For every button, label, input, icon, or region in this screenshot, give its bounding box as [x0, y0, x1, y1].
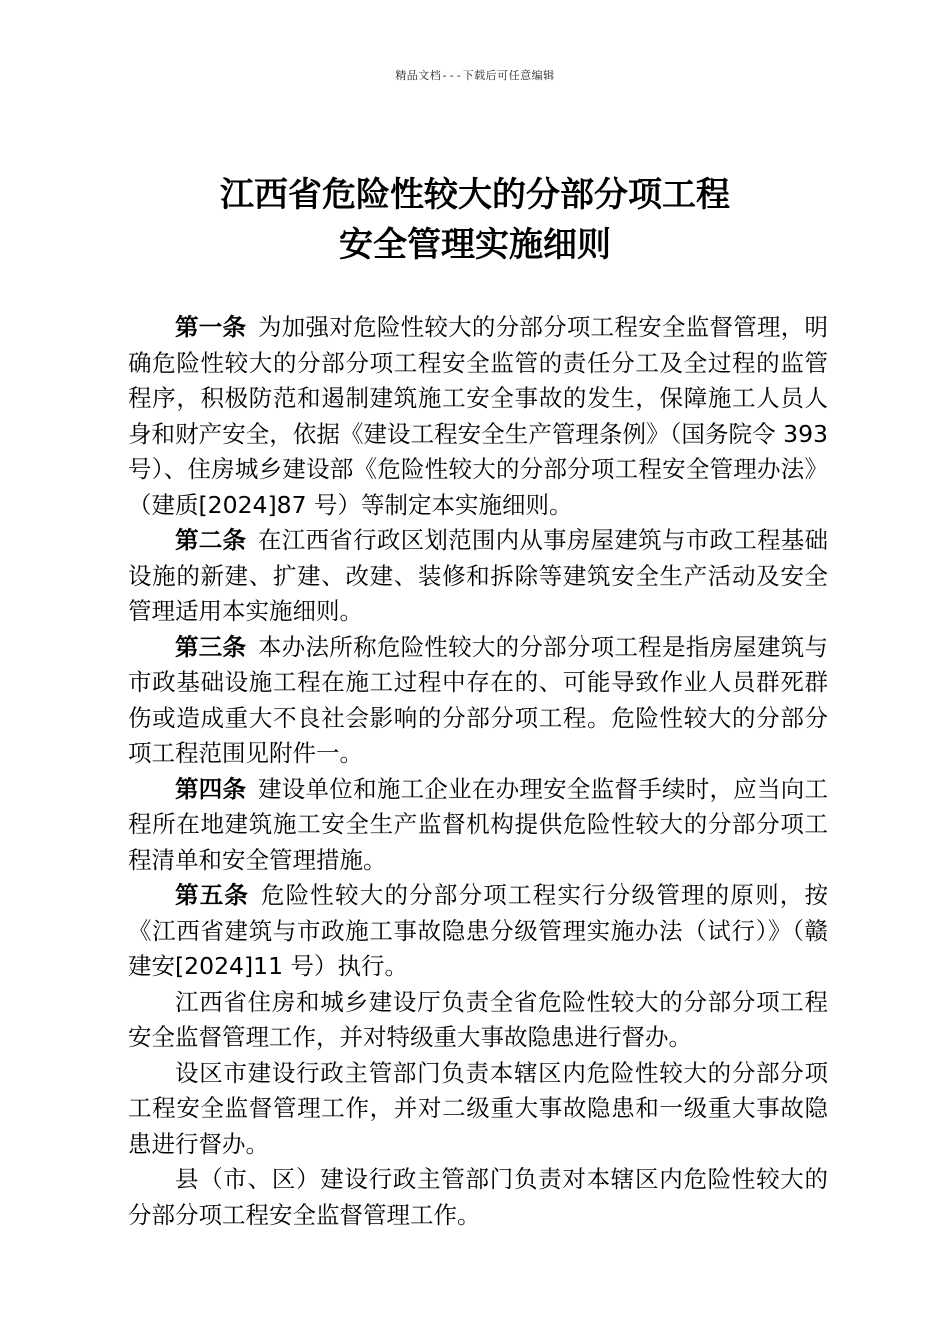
title-line-2: 安全管理实施细则	[339, 225, 611, 265]
article-3	[128, 630, 828, 772]
article-label: 第四条	[175, 774, 247, 803]
article-text: 在江西省行政区划范围内从事房屋建筑与市政工程基础设施的新建、扩建、改建、装修和拆除等建筑安全生产活动及安全管理适用本实施细则。	[128, 526, 829, 625]
article-text: 本办法所称危险性较大的分部分项工程是指房屋建筑与市政基础设施工程在施工过程中存在的、可能导致作业人员群死群伤或造成重大不良社会影响的分部分项工程。危险性较大的分部分项工程范围见附件一。	[128, 632, 829, 767]
title-line-1: 江西省危险性较大的分部分项工程	[220, 175, 730, 215]
article-1	[128, 310, 828, 523]
page-header-note: 精品文档---下载后可任意编辑	[395, 69, 555, 82]
article-label: 第三条	[175, 632, 247, 661]
article-5-clause-county	[128, 1162, 828, 1233]
article-label: 第一条	[175, 313, 247, 341]
article-label: 第二条	[175, 526, 247, 554]
article-5	[128, 878, 828, 985]
article-text: 危险性较大的分部分项工程实行分级管理的原则，按《江西省建筑与市政施工事故隐患分级管理实施办法（试行）》（赣建安[2024]11 号）执行。	[128, 881, 829, 980]
article-2	[128, 523, 828, 630]
paragraph-text: 设区市建设行政主管部门负责本辖区内危险性较大的分部分项工程安全监督管理工作，并对二级重大事故隐患和一级重大事故隐患进行督办。	[128, 1058, 828, 1158]
article-4	[128, 772, 828, 879]
document-title	[0, 170, 950, 270]
article-text: 为加强对危险性较大的分部分项工程安全监督管理，明确危险性较大的分部分项工程安全监管的责任分工及全过程的监管程序，积极防范和遏制建筑施工安全事故的发生，保障施工人员人身和财产安全，依据《建设工程安全生产管理条例》（国务院令 393 号）、住房城乡建设部《危险性较大的分部分项工程安全管理办法》（建质[2024]87 号）等制定本实施细则。	[128, 313, 829, 519]
article-5-clause-city	[128, 1056, 828, 1163]
paragraph-text: 县（市、区）建设行政主管部门负责对本辖区内危险性较大的分部分项工程安全监督管理工作。	[128, 1165, 828, 1229]
document-body	[128, 310, 828, 1233]
article-text: 建设单位和施工企业在办理安全监督手续时，应当向工程所在地建筑施工安全生产监督机构提供危险性较大的分部分项工程清单和安全管理措施。	[128, 774, 829, 874]
paragraph-text: 江西省住房和城乡建设厅负责全省危险性较大的分部分项工程安全监督管理工作，并对特级重大事故隐患进行督办。	[128, 987, 828, 1051]
article-label: 第五条	[175, 881, 250, 909]
article-5-clause-province	[128, 985, 828, 1056]
